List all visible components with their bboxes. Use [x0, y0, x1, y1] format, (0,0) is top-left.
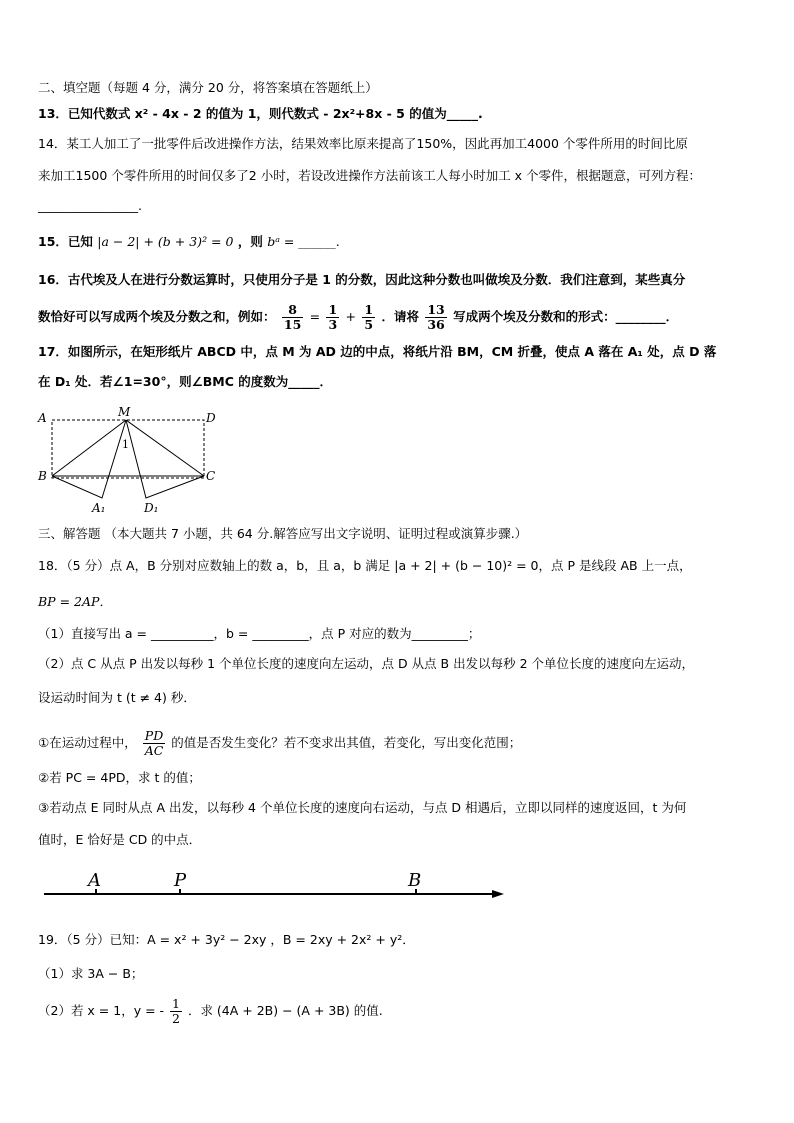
equals-sign: =: [309, 309, 321, 324]
frac-den: AC: [144, 743, 164, 758]
point-a-label: A: [88, 870, 101, 891]
frac-num: 1: [328, 302, 338, 317]
label-a1: A₁: [92, 501, 106, 515]
q16-suffix: 写成两个埃及分数和的形式：________．: [453, 309, 679, 324]
label-d: D: [206, 411, 216, 425]
question-18-sub3-line2: 值时，E 恰好是 CD 的中点．: [38, 832, 202, 847]
question-13: 13．已知代数式 x² - 4x - 2 的值为 1，则代数式 - 2x²+8x - 5 的值为_____.: [38, 106, 483, 121]
number-line-arrow: [492, 890, 504, 898]
fraction-1-2: [170, 997, 182, 1026]
question-17-line1: 17．如图所示，在矩形纸片 ABCD 中，点 M 为 AD 边的中点，将纸片沿 BM，CM 折叠，使点 A 落在 A₁ 处，点 D 落: [38, 344, 717, 359]
question-19-line1: 19．（5 分）已知：A = x² + 3y² − 2xy ，B = 2xy + 2x² + y²．: [38, 932, 415, 947]
line-bm: [52, 420, 126, 476]
label-c: C: [206, 469, 216, 483]
section2-header: 二、填空题（每题 4 分，满分 20 分，将答案填在答题纸上）: [38, 80, 378, 95]
label-m: M: [118, 405, 131, 419]
frac-den: 2: [172, 1011, 180, 1026]
question-14-line1: 14．某工人加工了一批零件后改进操作方法，结果效率比原来提高了150%，因此再加工4000 个零件所用的时间比原: [38, 136, 688, 151]
frac-num: 8: [282, 303, 303, 318]
angle-label-1: 1: [122, 438, 129, 451]
question-18-sub3-line1: ③若动点 E 同时从点 A 出发，以每秒 4 个单位长度的速度向右运动，与点 D 相遇后，立即以同样的速度返回，t 为何: [38, 800, 687, 815]
fraction-13-36: [425, 303, 446, 332]
label-a: A: [38, 411, 47, 425]
folded-triangle-a1: [52, 420, 126, 498]
plus-sign: +: [345, 309, 357, 324]
frac-den: 36: [427, 317, 445, 332]
question-14-answer-blank: ________________.: [38, 198, 142, 213]
sub1-prefix: ①在运动过程中，: [38, 735, 137, 750]
q19-p2-prefix: （2）若 x = 1，y = -: [38, 1003, 165, 1018]
label-b: B: [38, 469, 47, 483]
point-b-label: B: [408, 870, 422, 891]
frac-num: 1: [172, 996, 180, 1011]
q15-prefix: 15．已知: [38, 234, 93, 249]
q15-mid: ，则: [237, 234, 263, 249]
label-d1: D₁: [144, 501, 159, 515]
fraction-8-15: [282, 303, 303, 332]
q16-prefix: 数恰好可以写成两个埃及分数之和，例如：: [38, 309, 276, 324]
question-18-part1: （1）直接写出 a = __________，b = _________，点 P 对应的数为_________；: [38, 626, 481, 641]
frac-num: 13: [427, 302, 445, 317]
q19-p2-suffix: ．求 (4A + 2B) − (A + 3B) 的值.: [187, 1003, 383, 1018]
rectangle-fold-figure: [30, 400, 230, 518]
question-18-sub2: ②若 PC = 4PD，求 t 的值；: [38, 770, 201, 785]
question-19-part1: （1）求 3A − B；: [38, 966, 144, 981]
question-18-line2: BP = 2AP．: [38, 594, 112, 609]
question-19-part2: [38, 996, 383, 1026]
q15-expression: |a − 2| + (b + 3)² = 0: [97, 234, 234, 249]
point-p-label: P: [174, 870, 187, 891]
folded-triangle-d1: [126, 420, 204, 498]
q15-ask: bᵃ = ______.: [267, 234, 340, 249]
question-18-line1: 18．（5 分）点 A，B 分别对应数轴上的数 a，b，且 a，b 满足 |a + 2| + (b − 10)² = 0，点 P 是线段 AB 上一点，: [38, 558, 692, 573]
question-14-line2: 来加工1500 个零件所用的时间仅多了2 小时，若设改进操作方法前该工人每小时加工 x 个零件，根据题意，可列方程：: [38, 168, 702, 183]
section3-header: 三、解答题 （本大题共 7 小题，共 64 分.解答应写出文字说明、证明过程或演算步骤.）: [38, 526, 528, 541]
frac-num: PD: [143, 729, 166, 744]
frac-num: 1: [364, 302, 374, 317]
question-17-line2: 在 D₁ 处．若∠1=30°，则∠BMC 的度数为_____．: [38, 374, 333, 389]
frac-den: 3: [328, 317, 338, 332]
frac-den: 15: [283, 317, 302, 332]
fraction-pd-ac: [143, 729, 166, 758]
q16-mid: ．请将: [381, 309, 419, 324]
question-16-line1: 16．古代埃及人在进行分数运算时，只使用分子是 1 的分数，因此这种分数也叫做埃及分数．我们注意到，某些真分: [38, 272, 686, 287]
question-18-part2-line2: 设运动时间为 t (t ≠ 4) 秒．: [38, 690, 196, 705]
question-15: [38, 234, 340, 250]
frac-den: 5: [364, 317, 374, 332]
question-18-sub1: [38, 728, 521, 758]
fraction-1-5: [362, 303, 375, 332]
question-18-part2-line1: （2）点 C 从点 P 出发以每秒 1 个单位长度的速度向左运动，点 D 从点 B 出发以每秒 2 个单位长度的速度向左运动，: [38, 656, 695, 671]
fraction-1-3: [326, 303, 339, 332]
question-16-line2: [38, 302, 678, 332]
sub1-suffix: 的值是否发生变化？若不变求出其值，若变化，写出变化范围；: [171, 735, 522, 750]
number-line-figure: [38, 862, 508, 902]
